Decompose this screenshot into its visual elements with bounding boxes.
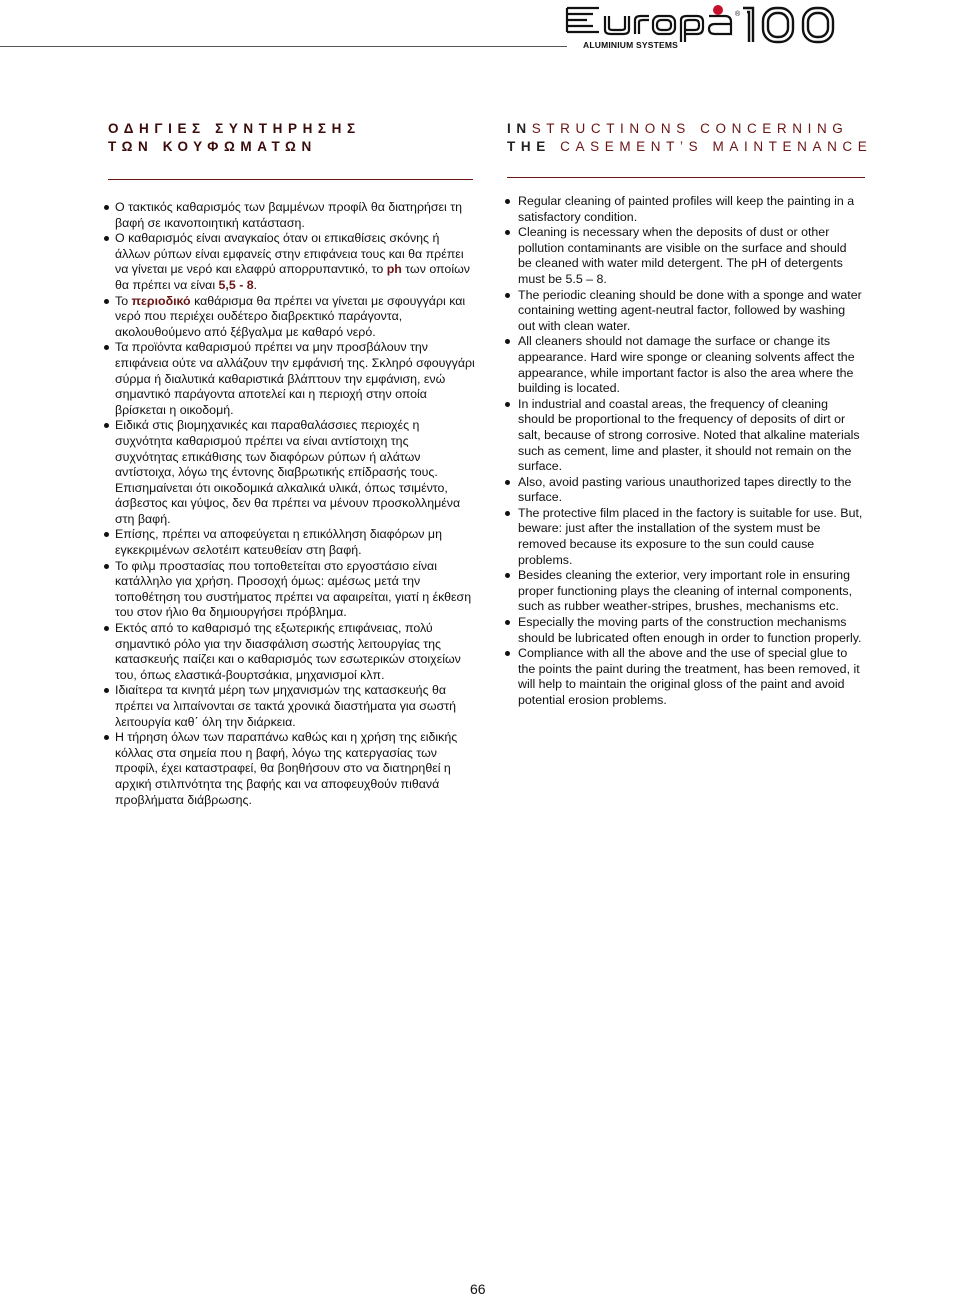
list-item (115, 683, 475, 730)
english-title-rule (507, 177, 865, 178)
list-item-text: Ειδικά στις βιομηχανικές και παραθαλάσσιες περιοχές η συχνότητα καθαρισμού πρέπει να είναι αντίστοιχη της συχνότητας επικάθισης των διαφόρων ρύπων ή αλάτων αντίστοιχα, λόγω της έντονης διαβρωτικής επίδρασής τους. Επισημαίνεται ότι οικοδομικά αλκαλικά υλικά, όπως τσιμέντο, άσβεστος και γύψος, δεν θα πρέπει να μένουν προσκολλημένα στη βαφή. (115, 418, 461, 526)
english-title-line-2-rest: CASEMENT’S MAINTENANCE (550, 139, 873, 154)
bullet-icon (104, 345, 109, 350)
list-item (518, 646, 863, 708)
bullet-icon (505, 480, 510, 485)
greek-title-line-2: ΤΩΝ ΚΟΥΦΩΜΑΤΩΝ (108, 139, 317, 154)
list-item (518, 615, 863, 646)
bullet-icon (104, 735, 109, 740)
bullet-icon (505, 402, 510, 407)
list-item (518, 475, 863, 506)
europa-logo (563, 2, 953, 52)
list-item (115, 231, 475, 293)
list-item-text: Regular cleaning of painted profiles will keep the painting in a satisfactory condition. (518, 194, 855, 224)
list-item-text: Also, avoid pasting various unauthorized tapes directly to the surface. (518, 474, 852, 505)
english-title-line-2-bold: THE (507, 139, 551, 154)
english-title-line-1-rest: STRUCTINONS CONCERNING (531, 121, 849, 136)
list-item-text: Ο καθαρισμός είναι αναγκαίος όταν οι επικαθίσεις σκόνης ή άλλων ρύπων είναι εμφανείς στην επιφάνεια τους και θα πρέπει να γίνεται με νερό και ελαφρύ απορρυπαντικό, το (115, 231, 464, 277)
list-item-text: The protective film placed in the factory is suitable for use. But, beware: just after the installation of the system must be removed because its exposure to the sun could cause problems. (518, 505, 863, 567)
logo-subtitle: ALUMINIUM SYSTEMS (583, 40, 679, 50)
list-item (115, 559, 475, 621)
greek-instructions-list (115, 200, 475, 808)
list-item (518, 397, 863, 475)
list-item-text: Τα προϊόντα καθαρισμού πρέπει να μην προσβάλουν την επιφάνεια ούτε να αλλάζουν την εμφάνισή της. Σκληρό σφουγγάρι σύρμα ή διαλυτικά καθαριστικά βλάπτουν την εμφάνιση, ενώ σημαντικό παράγοντα αποτελεί και η περιοχή στην οποία βρίσκεται η οικοδομή. (115, 340, 475, 417)
list-item (518, 568, 863, 615)
bullet-icon (505, 293, 510, 298)
list-item-text: Especially the moving parts of the construction mechanisms should be lubricated often enough in order to function properly. (518, 615, 862, 645)
list-item-text: Το (115, 293, 132, 308)
bullet-icon (104, 532, 109, 537)
list-item-text: Ιδιαίτερα τα κινητά μέρη των μηχανισμών της κατασκευής θα πρέπει να λιπαίνονται σε τακτά χρονικά διαστήματα για σωστή λειτουργία καθ΄ όλη την διάρκεια. (115, 683, 457, 729)
ph-range-highlight: 5,5 - 8 (218, 277, 254, 292)
list-item (115, 340, 475, 418)
list-item-text: Cleaning is necessary when the deposits of dust or other pollution contaminants are visible on the surface and should be cleaned with water mild detergent. The pH of detergents must be 5.5 – 8. (518, 225, 847, 286)
bullet-icon (104, 626, 109, 631)
list-item-text: Besides cleaning the exterior, very important role in ensuring proper functioning plays the cleaning of internal components, such as rubber weather-stripes, brushes, mechanisms etc. (518, 568, 853, 614)
list-item (115, 418, 475, 527)
list-item (115, 730, 475, 808)
bullet-icon (505, 511, 510, 516)
english-title-line-2 (507, 138, 872, 156)
svg-text:®: ® (735, 11, 741, 18)
periodic-highlight: περιοδικό (131, 293, 191, 308)
greek-title-rule (108, 179, 473, 180)
list-item-text: των οποίων θα πρέπει να είναι (115, 262, 470, 292)
list-item (115, 621, 475, 683)
list-item-text: Η τήρηση όλων των παραπάνω καθώς και η χρήση της ειδικής κόλλας στα σημεία που η βαφή, λόγω της κατεργασίας των προφίλ, έχει καταστραφεί, θα βοηθήσουν στο να διατηρηθεί η αρχική στιλπνότητα της βαφής και να αποφευχθούν πιθανά προβλήματα διάβρωσης. (115, 730, 458, 807)
bullet-icon (505, 199, 510, 204)
bullet-icon (104, 205, 109, 210)
greek-title-line-1: ΟΔΗΓΙΕΣ ΣΥΝΤΗΡΗΣΗΣ (108, 121, 361, 136)
english-title (507, 120, 872, 156)
english-instructions-list (518, 194, 863, 709)
list-item-text: Ο τακτικός καθαρισμός των βαμμένων προφίλ θα διατηρήσει τη βαφή σε ικανοποιητική κατάσταση. (115, 200, 463, 230)
list-item (115, 527, 475, 558)
list-item (115, 200, 475, 231)
list-item (518, 225, 863, 287)
bullet-icon (104, 564, 109, 569)
bullet-icon (104, 423, 109, 428)
bullet-icon (505, 339, 510, 344)
list-item (518, 334, 863, 396)
list-item-text: The periodic cleaning should be done with a sponge and water containing wetting agent-neutral factor, followed by washing out with clean water. (518, 287, 862, 333)
greek-title (108, 120, 361, 156)
bullet-icon (505, 573, 510, 578)
list-item-text: Εκτός από το καθαρισμό της εξωτερικής επιφάνειας, πολύ σημαντικό ρόλο για την διασφάλιση σωστής λειτουργίας της κατασκευής παίζει και ο καθαρισμός των εσωτερικών στοιχείων του, όπως ελαστικά-βουρτσάκια, μηχανισμοί κλπ. (115, 621, 461, 682)
list-item-text: Compliance with all the above and the use of special glue to the points the paint during the treatment, has been removed, it will help to maintain the original gloss of the paint and avoid potential erosion problems. (518, 646, 860, 707)
bullet-icon (104, 299, 109, 304)
list-item (518, 194, 863, 225)
list-item (518, 288, 863, 335)
header-top-rule (0, 46, 567, 47)
bullet-icon (104, 688, 109, 693)
list-item-text: . (253, 277, 258, 292)
bullet-icon (104, 236, 109, 241)
english-title-line-1-bold: IN (507, 121, 532, 136)
list-item-text: Επίσης, πρέπει να αποφεύγεται η επικόλληση διαφόρων μη εγκεκριμένων σελοτέιπ κατευθείαν στη βαφή. (115, 527, 442, 558)
ph-highlight: ph (386, 262, 402, 277)
list-item-text: καθάρισμα θα πρέπει να γίνεται με σφουγγάρι και νερό που περιέχει ουδέτερο διαβρεκτικό παράγοντα, ακολουθούμενο από ξέβγαλμα με καθαρό νερό. (115, 293, 466, 339)
list-item-text: All cleaners should not damage the surface or change its appearance. Hard wire sponge or cleaning solvents affect the appearance, while important factor is also the area where the building is located. (518, 334, 855, 396)
bullet-icon (505, 620, 510, 625)
page-number: 66 (470, 1281, 486, 1297)
list-item-text: Το φιλμ προστασίας που τοποθετείται στο εργοστάσιο είναι κατάλληλο για χρήση. Προσοχή όμως: αμέσως μετά την τοποθέτηση του συστήματος πρέπει να αφαιρείται, γιατί η έκθεση του στον ήλιο θα δημιουργήσει πρόβλημα. (115, 558, 472, 620)
list-item-text: In industrial and coastal areas, the frequency of cleaning should be proportional to the frequency of deposits of dirt or salt, because of strong corrosive. Noted that alkaline materials such as cement, lime and plaster, it should not remain on the surface. (518, 396, 860, 474)
english-title-line-1 (507, 120, 872, 138)
bullet-icon (505, 651, 510, 656)
list-item (518, 506, 863, 568)
bullet-icon (505, 230, 510, 235)
list-item (115, 294, 475, 341)
